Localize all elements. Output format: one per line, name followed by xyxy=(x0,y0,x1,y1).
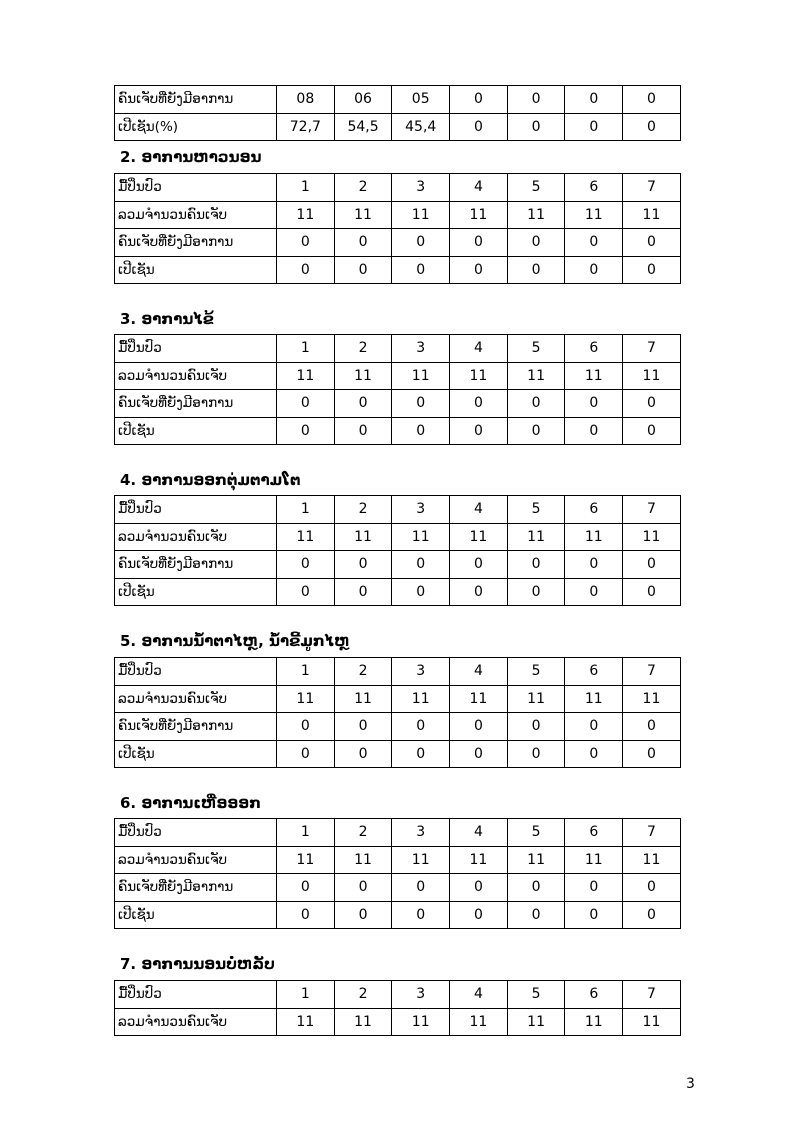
table-cell: 0 xyxy=(334,229,392,257)
table-row xyxy=(115,229,681,257)
table-cell: 0 xyxy=(623,113,681,141)
row-label: ຄົນເຈັບທີ່ຍັງມີອາການ xyxy=(115,713,277,741)
table-cell: 05 xyxy=(392,86,450,114)
row-label: ລວມຈໍານວນຄົນເຈັບ xyxy=(115,685,277,713)
table-cell: 08 xyxy=(277,86,335,114)
table-cell: 1 xyxy=(277,981,335,1009)
table-cell: 11 xyxy=(277,846,335,874)
table-cell: 2 xyxy=(334,658,392,686)
table-cell: 11 xyxy=(565,846,623,874)
table-cell: 11 xyxy=(392,362,450,390)
table-cell: 0 xyxy=(450,229,508,257)
table-cell: 0 xyxy=(277,417,335,445)
table-row xyxy=(115,523,681,551)
table-cell: 11 xyxy=(507,846,565,874)
section-heading: 4. ອາການອອກຕຸ່ມຕາມໂຕ xyxy=(120,471,301,489)
table-cell: 11 xyxy=(277,523,335,551)
table-cell: 45,4 xyxy=(392,113,450,141)
table-cell: 0 xyxy=(392,901,450,929)
table-cell: 11 xyxy=(450,1008,508,1036)
table-cell: 0 xyxy=(277,713,335,741)
table-cell: 0 xyxy=(565,86,623,114)
table-row xyxy=(115,1008,681,1036)
table-cell: 3 xyxy=(392,819,450,847)
table-cell: 3 xyxy=(392,658,450,686)
table-cell: 5 xyxy=(507,819,565,847)
table-cell: 0 xyxy=(392,874,450,902)
table-cell: 11 xyxy=(334,685,392,713)
table-cell: 0 xyxy=(450,874,508,902)
table-row xyxy=(115,390,681,418)
table-cell: 6 xyxy=(565,174,623,202)
table-cell: 72,7 xyxy=(277,113,335,141)
table-cell: 11 xyxy=(623,201,681,229)
table-cell: 11 xyxy=(334,846,392,874)
table-row xyxy=(115,201,681,229)
row-label: ເປີເຊັນ(%) xyxy=(115,113,277,141)
table-section-5 xyxy=(114,657,681,768)
table-row xyxy=(115,685,681,713)
table-cell: 11 xyxy=(334,362,392,390)
table-cell: 11 xyxy=(623,1008,681,1036)
table-cell: 11 xyxy=(623,685,681,713)
table-cell: 0 xyxy=(507,578,565,606)
table-cell: 6 xyxy=(565,819,623,847)
section-heading: 6. ອາການເຫື່ອອອກ xyxy=(120,794,261,812)
table-cell: 0 xyxy=(450,390,508,418)
table-cell: 6 xyxy=(565,658,623,686)
table-cell: 2 xyxy=(334,981,392,1009)
table-row xyxy=(115,551,681,579)
table-cell: 0 xyxy=(450,551,508,579)
table-cell: 0 xyxy=(507,113,565,141)
row-label: ລວມຈໍານວນຄົນເຈັບ xyxy=(115,201,277,229)
table-cell: 11 xyxy=(565,685,623,713)
table-cell: 2 xyxy=(334,174,392,202)
table-row xyxy=(115,713,681,741)
table-cell: 0 xyxy=(450,713,508,741)
table-row xyxy=(115,417,681,445)
table-cell: 0 xyxy=(334,901,392,929)
table-cell: 0 xyxy=(507,551,565,579)
section-heading: 7. ອາການນອນບໍ່ຫລັບ xyxy=(120,955,275,973)
table-cell: 0 xyxy=(450,578,508,606)
table-cell: 0 xyxy=(392,551,450,579)
table-cell: 0 xyxy=(565,740,623,768)
table-cell: 7 xyxy=(623,496,681,524)
section-heading: 5. ອາການນໍ້າຕາໄຫຼ, ນໍ້າຂີ້ມູກໄຫຼ xyxy=(120,632,350,650)
table-cell: 11 xyxy=(565,1008,623,1036)
table-row xyxy=(115,658,681,686)
row-label: ລວມຈໍານວນຄົນເຈັບ xyxy=(115,523,277,551)
table-cell: 2 xyxy=(334,335,392,363)
table-cell: 0 xyxy=(623,551,681,579)
row-label: ຄົນເຈັບທີ່ຍັງມີອາການ xyxy=(115,86,277,114)
table-cell: 7 xyxy=(623,658,681,686)
table-cell: 11 xyxy=(392,846,450,874)
table-cell: 11 xyxy=(392,201,450,229)
row-label: ມື້ປິ່ນປົວ xyxy=(115,981,277,1009)
row-label: ມື້ປິ່ນປົວ xyxy=(115,819,277,847)
table-cell: 3 xyxy=(392,981,450,1009)
table-cell: 0 xyxy=(623,256,681,284)
table-cell: 0 xyxy=(392,417,450,445)
table-row xyxy=(115,362,681,390)
row-label: ຄົນເຈັບທີ່ຍັງມີອາການ xyxy=(115,390,277,418)
table-cell: 0 xyxy=(450,740,508,768)
table-cell: 11 xyxy=(277,1008,335,1036)
table-cell: 0 xyxy=(277,901,335,929)
table-cell: 0 xyxy=(334,390,392,418)
table-row xyxy=(115,846,681,874)
table-cell: 0 xyxy=(334,256,392,284)
table-cell: 0 xyxy=(450,901,508,929)
table-cell: 4 xyxy=(450,174,508,202)
table-row xyxy=(115,86,681,114)
row-label: ມື້ປິ່ນປົວ xyxy=(115,174,277,202)
table-cell: 11 xyxy=(507,362,565,390)
table-section-6 xyxy=(114,818,681,929)
table-cell: 0 xyxy=(565,417,623,445)
table-cell: 0 xyxy=(450,417,508,445)
table-cell: 11 xyxy=(450,362,508,390)
table-cell: 0 xyxy=(277,874,335,902)
table-cell: 0 xyxy=(277,740,335,768)
section-heading: 3. ອາການໄຂ້ xyxy=(120,310,215,328)
table-cell: 06 xyxy=(334,86,392,114)
table-cell: 0 xyxy=(277,578,335,606)
table-cell: 11 xyxy=(507,685,565,713)
table-cell: 0 xyxy=(507,229,565,257)
table-cell: 0 xyxy=(277,390,335,418)
table-cell: 1 xyxy=(277,496,335,524)
row-label: ເປີເຊັນ xyxy=(115,256,277,284)
table-cell: 0 xyxy=(507,713,565,741)
table-cell: 0 xyxy=(565,713,623,741)
table-cell: 11 xyxy=(623,362,681,390)
table-cell: 0 xyxy=(565,578,623,606)
table-cell: 11 xyxy=(392,523,450,551)
table-cell: 11 xyxy=(450,846,508,874)
table-cell: 0 xyxy=(392,229,450,257)
table-cell: 11 xyxy=(623,523,681,551)
table-cell: 0 xyxy=(450,86,508,114)
table-cell: 2 xyxy=(334,496,392,524)
page-number: 3 xyxy=(686,1076,695,1092)
table-cell: 11 xyxy=(392,1008,450,1036)
table-cell: 11 xyxy=(334,201,392,229)
table-cell: 1 xyxy=(277,174,335,202)
table-cell: 0 xyxy=(623,713,681,741)
table-cell: 11 xyxy=(507,523,565,551)
table-cell: 6 xyxy=(565,496,623,524)
table-cell: 4 xyxy=(450,658,508,686)
row-label: ເປີເຊັນ xyxy=(115,578,277,606)
table-cell: 11 xyxy=(623,846,681,874)
table-cell: 0 xyxy=(334,578,392,606)
table-cell: 4 xyxy=(450,335,508,363)
table-cell: 11 xyxy=(565,523,623,551)
table-cell: 0 xyxy=(565,229,623,257)
row-label: ລວມຈໍານວນຄົນເຈັບ xyxy=(115,846,277,874)
table-cell: 11 xyxy=(565,362,623,390)
row-label: ຄົນເຈັບທີ່ຍັງມີອາການ xyxy=(115,874,277,902)
table-cell: 5 xyxy=(507,658,565,686)
table-cell: 2 xyxy=(334,819,392,847)
table-cell: 11 xyxy=(450,523,508,551)
row-label: ມື້ປິ່ນປົວ xyxy=(115,496,277,524)
section-heading: 2. ອາການຫາວນອນ xyxy=(120,148,262,166)
table-cell: 0 xyxy=(392,578,450,606)
table-cell: 4 xyxy=(450,819,508,847)
row-label: ຄົນເຈັບທີ່ຍັງມີອາການ xyxy=(115,551,277,579)
table-cell: 54,5 xyxy=(334,113,392,141)
row-label: ເປີເຊັນ xyxy=(115,740,277,768)
table-cell: 0 xyxy=(623,578,681,606)
table-cell: 11 xyxy=(450,201,508,229)
row-label: ຄົນເຈັບທີ່ຍັງມີອາການ xyxy=(115,229,277,257)
table-row xyxy=(115,740,681,768)
table-cell: 11 xyxy=(277,362,335,390)
table-cell: 0 xyxy=(334,740,392,768)
table-cell: 1 xyxy=(277,658,335,686)
table-cell: 0 xyxy=(565,874,623,902)
table-cell: 6 xyxy=(565,335,623,363)
table-cell: 7 xyxy=(623,981,681,1009)
row-label: ມື້ປິ່ນປົວ xyxy=(115,658,277,686)
table-cell: 0 xyxy=(277,551,335,579)
table-cell: 0 xyxy=(565,113,623,141)
table-cell: 5 xyxy=(507,981,565,1009)
row-label: ມື້ປິ່ນປົວ xyxy=(115,335,277,363)
table-cell: 11 xyxy=(334,523,392,551)
table-cell: 11 xyxy=(450,685,508,713)
table-cell: 0 xyxy=(623,740,681,768)
table-cell: 0 xyxy=(623,229,681,257)
table-row xyxy=(115,496,681,524)
table-cell: 0 xyxy=(507,874,565,902)
table-cell: 0 xyxy=(334,417,392,445)
table-cell: 11 xyxy=(334,1008,392,1036)
table-row xyxy=(115,901,681,929)
table-cell: 1 xyxy=(277,819,335,847)
table-cell: 0 xyxy=(392,713,450,741)
table-cell: 0 xyxy=(334,713,392,741)
table-cell: 0 xyxy=(507,901,565,929)
table-cell: 0 xyxy=(507,417,565,445)
row-label: ເປີເຊັນ xyxy=(115,901,277,929)
table-cell: 0 xyxy=(277,229,335,257)
table-cell: 11 xyxy=(277,685,335,713)
table-cell: 0 xyxy=(623,86,681,114)
table-cell: 6 xyxy=(565,981,623,1009)
table-cell: 7 xyxy=(623,819,681,847)
table-cell: 11 xyxy=(507,1008,565,1036)
table-cell: 5 xyxy=(507,496,565,524)
table-cell: 0 xyxy=(277,256,335,284)
table-cell: 11 xyxy=(565,201,623,229)
table-cell: 0 xyxy=(565,901,623,929)
table-cell: 11 xyxy=(277,201,335,229)
table-section-7 xyxy=(114,980,681,1036)
table-cell: 4 xyxy=(450,981,508,1009)
table-cell: 5 xyxy=(507,174,565,202)
table-cell: 3 xyxy=(392,174,450,202)
table-cell: 0 xyxy=(392,390,450,418)
table-cell: 3 xyxy=(392,335,450,363)
table-cell: 3 xyxy=(392,496,450,524)
table-cell: 0 xyxy=(507,390,565,418)
table-cell: 0 xyxy=(623,417,681,445)
table-row xyxy=(115,174,681,202)
row-label: ລວມຈໍານວນຄົນເຈັບ xyxy=(115,1008,277,1036)
row-label: ເປີເຊັນ xyxy=(115,417,277,445)
table-cell: 0 xyxy=(450,256,508,284)
table-section-2 xyxy=(114,173,681,284)
table-cell: 1 xyxy=(277,335,335,363)
table-cell: 4 xyxy=(450,496,508,524)
table-cell: 0 xyxy=(565,256,623,284)
table-cell: 7 xyxy=(623,335,681,363)
table-cell: 0 xyxy=(392,740,450,768)
table-cell: 11 xyxy=(507,201,565,229)
table-row xyxy=(115,981,681,1009)
table-cell: 0 xyxy=(450,113,508,141)
table-cell: 0 xyxy=(334,551,392,579)
table-1-continued xyxy=(114,85,681,141)
row-label: ລວມຈໍານວນຄົນເຈັບ xyxy=(115,362,277,390)
table-cell: 5 xyxy=(507,335,565,363)
table-cell: 0 xyxy=(623,874,681,902)
table-cell: 0 xyxy=(623,390,681,418)
table-cell: 7 xyxy=(623,174,681,202)
table-row xyxy=(115,578,681,606)
table-cell: 0 xyxy=(507,86,565,114)
table-cell: 0 xyxy=(623,901,681,929)
table-cell: 11 xyxy=(392,685,450,713)
table-cell: 0 xyxy=(392,256,450,284)
table-section-4 xyxy=(114,495,681,606)
table-cell: 0 xyxy=(565,390,623,418)
table-row xyxy=(115,819,681,847)
table-row xyxy=(115,113,681,141)
table-row xyxy=(115,256,681,284)
table-section-3 xyxy=(114,334,681,445)
table-cell: 0 xyxy=(507,740,565,768)
table-cell: 0 xyxy=(334,874,392,902)
table-row xyxy=(115,874,681,902)
table-row xyxy=(115,335,681,363)
table-cell: 0 xyxy=(507,256,565,284)
table-cell: 0 xyxy=(565,551,623,579)
